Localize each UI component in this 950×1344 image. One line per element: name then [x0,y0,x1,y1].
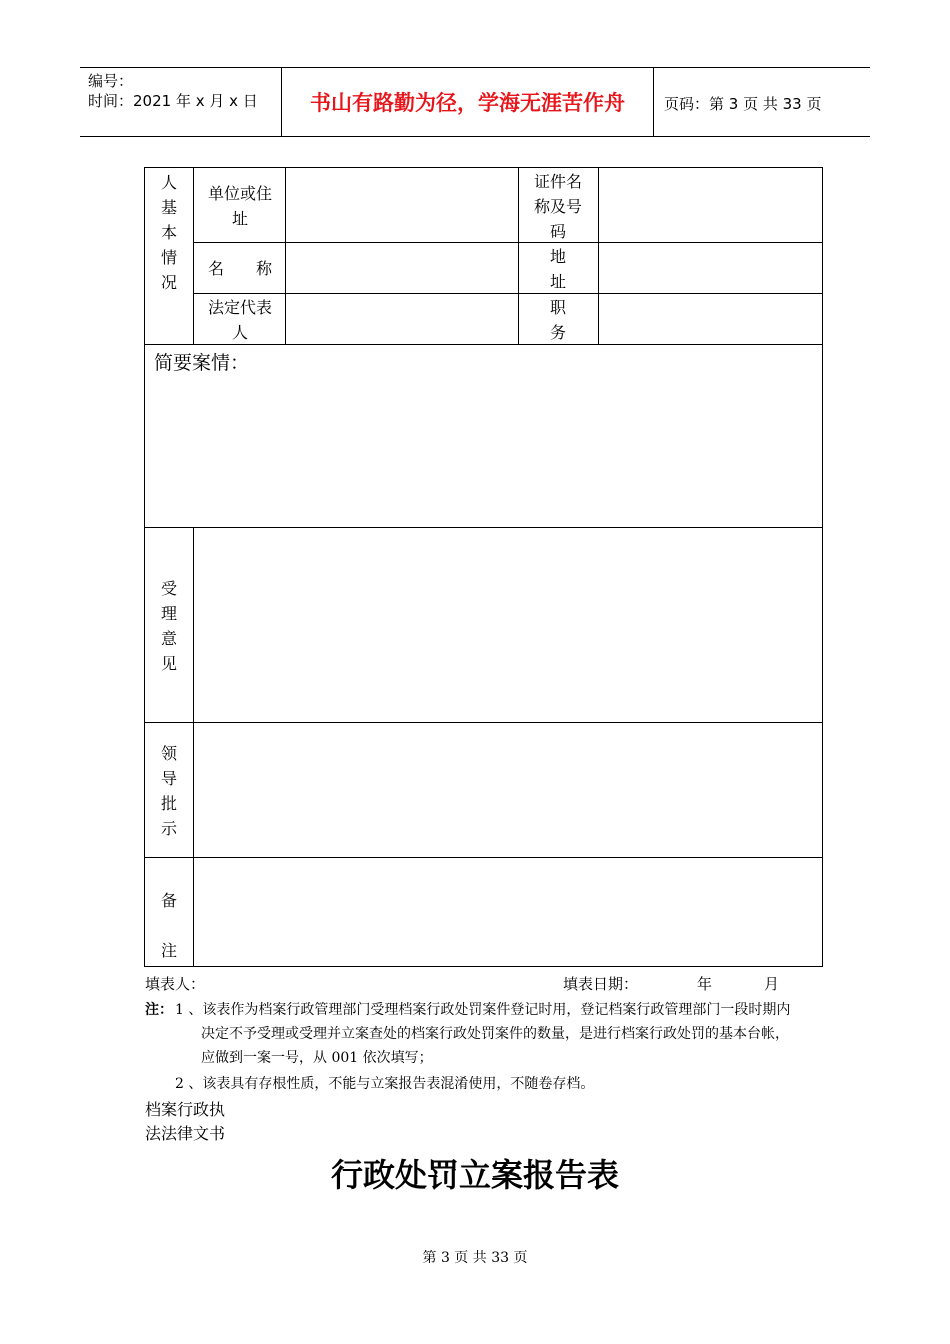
unit-address-field[interactable] [287,169,517,241]
header-motto: 书山有路勤为径，学海无涯苦作舟 [282,68,654,136]
notes-prefix: 注： [145,1002,173,1018]
remarks-label: 备 注 [160,891,177,960]
id-document-label: 证件名称及号码 [533,172,582,241]
doc-number-label: 编号： [88,72,134,90]
leader-instruction-field[interactable] [195,724,822,856]
remarks-field[interactable] [195,859,822,966]
fill-year-label: 年 [697,975,713,993]
fill-month-label: 月 [764,975,780,993]
page-footer: 第 3 页 共 33 页 [422,1250,528,1266]
header-page-number: 页码：第 3 页 共 33 页 [664,95,822,113]
next-form-title: 行政处罚立案报告表 [330,1156,619,1194]
unit-address-label: 单位或住址 [207,184,272,228]
acceptance-opinion-field[interactable] [195,529,822,721]
id-document-field[interactable] [600,169,822,241]
case-summary-field[interactable] [146,374,822,526]
legal-representative-label: 法定代表人 [207,298,272,342]
page-header [80,67,870,137]
form-filler-label: 填表人： [145,975,206,993]
acceptance-opinion-label: 受 理 意 见 [160,579,177,673]
doc-series-line-1: 档案行政执 [145,1100,226,1119]
doc-series-line-2: 法法律文书 [145,1124,226,1143]
case-summary-label: 简要案情： [154,352,250,374]
note-line-1: 1 、该表作为档案行政管理部门受理档案行政处罚案件登记时用，登记档案行政管理部门一段时期内 [175,1002,791,1018]
time-label: 时间：2021 年 x 月 x 日 [88,92,258,110]
position-label: 职务 [549,298,566,342]
legal-representative-field[interactable] [287,295,517,343]
note-line-2: 决定不予受理或受理并立案查处的档案行政处罚案件的数量，是进行档案行政处罚的基本台帐， [201,1026,789,1042]
position-field[interactable] [600,295,822,343]
header-meta [80,68,282,136]
note-line-3: 应做到一案一号，从 001 依次填写； [201,1050,433,1066]
fill-date-label: 填表日期： [563,975,639,993]
name-label: 名 称 [207,259,272,278]
address-field[interactable] [600,244,822,292]
case-register-table [144,167,823,967]
leader-instruction-label: 领 导 批 示 [160,744,177,838]
address-label: 地址 [549,247,566,291]
note-line-4: 2 、该表具有存根性质，不能与立案报告表混淆使用，不随卷存档。 [175,1076,595,1092]
name-field[interactable] [287,244,517,292]
party-info-section-label: 人 基 本 情 况 [160,173,177,292]
